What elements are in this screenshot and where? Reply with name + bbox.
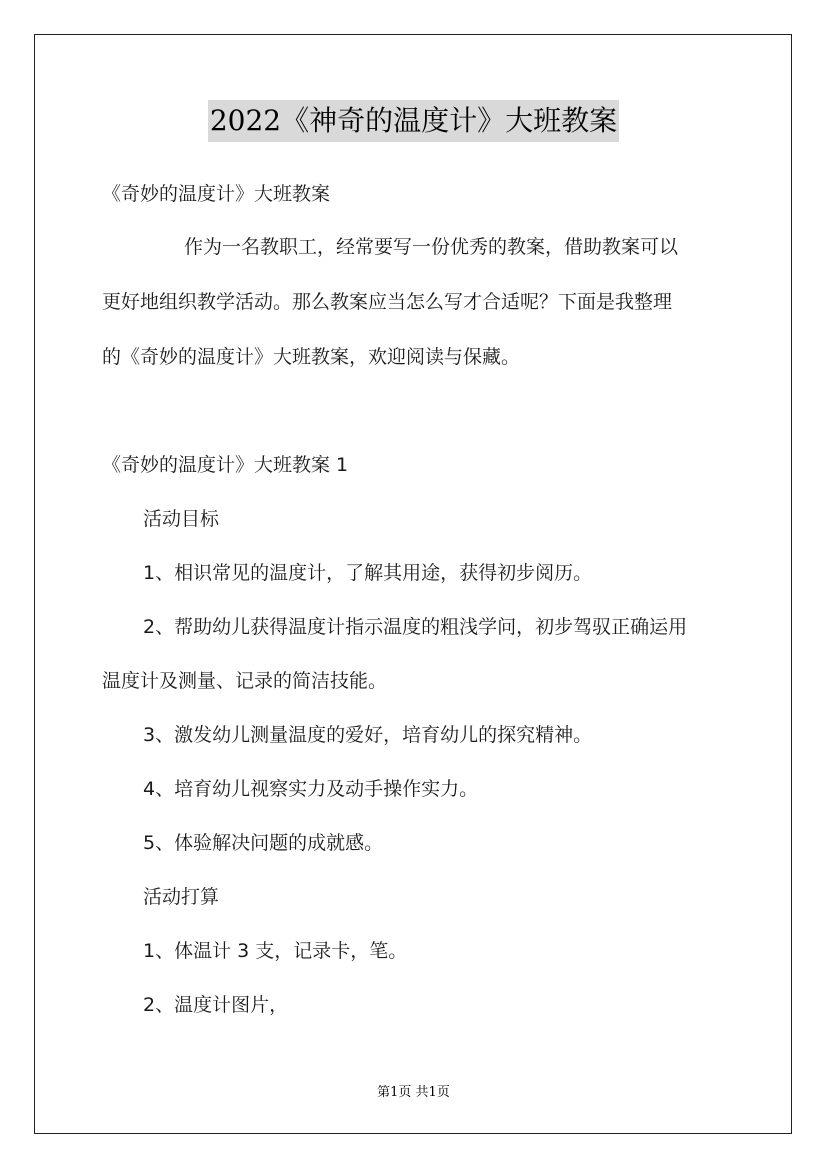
- section-1-heading: 《奇妙的温度计》大班教案 1: [102, 454, 349, 476]
- goal-item-5: 5、体验解决问题的成就感。: [143, 832, 384, 854]
- goals-heading: 活动目标: [143, 508, 220, 530]
- intro-line-1: 作为一名教职工，经常要写一份优秀的教案，借助教案可以: [184, 236, 679, 258]
- goal-item-2-line-2: 温度计及测量、记录的简洁技能。: [102, 670, 388, 692]
- intro-line-2: 更好地组织教学活动。那么教案应当怎么写才合适呢？下面是我整理: [102, 291, 673, 313]
- document-subtitle: 《奇妙的温度计》大班教案: [102, 183, 331, 205]
- document-title: 2022《神奇的温度计》大班教案: [208, 100, 619, 142]
- goal-item-1: 1、相识常见的温度计，了解其用途，获得初步阅历。: [143, 562, 593, 584]
- page-footer: 第1页 共1页: [377, 1085, 450, 1100]
- prep-item-1: 1、体温计 3 支，记录卡，笔。: [143, 940, 408, 962]
- intro-line-3: 的《奇妙的温度计》大班教案，欢迎阅读与保藏。: [102, 346, 521, 368]
- prep-heading: 活动打算: [143, 886, 220, 908]
- goal-item-3: 3、激发幼儿测量温度的爱好，培育幼儿的探究精神。: [143, 724, 593, 746]
- goal-item-4: 4、培育幼儿视察实力及动手操作实力。: [143, 778, 479, 800]
- goal-item-2-line-1: 2、帮助幼儿获得温度计指示温度的粗浅学问，初步驾驭正确运用: [143, 616, 688, 638]
- title-container: [0, 100, 827, 142]
- prep-item-2: 2、温度计图片，: [143, 994, 289, 1016]
